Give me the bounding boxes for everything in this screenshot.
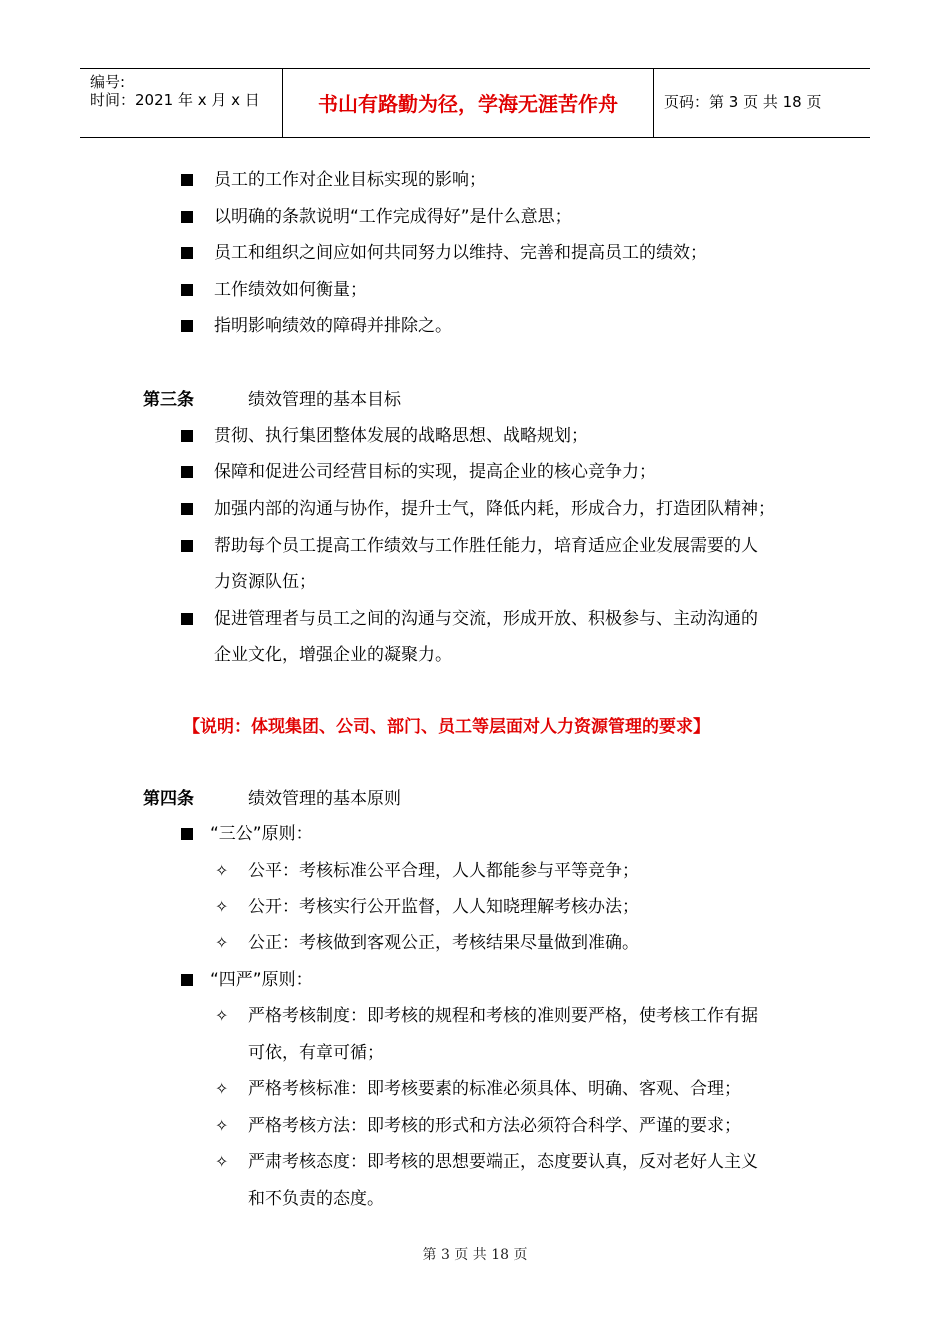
sub-list-item: 严格考核方法：即考核的形式和方法必须符合科学、严谨的要求；	[248, 1116, 741, 1136]
diamond-bullet-icon: ✧	[215, 861, 229, 880]
list-item: 以明确的条款说明“工作完成得好”是什么意思；	[214, 207, 572, 227]
list-item: 员工和组织之间应如何共同努力以维持、完善和提高员工的绩效；	[214, 243, 707, 263]
list-item: 保障和促进公司经营目标的实现，提高企业的核心竞争力；	[214, 462, 656, 482]
list-item: 工作绩效如何衡量；	[214, 280, 367, 300]
sub-list-item: 严格考核制度：即考核的规程和考核的准则要严格，使考核工作有据	[248, 1006, 758, 1026]
diamond-bullet-icon: ✧	[215, 933, 229, 952]
diamond-bullet-icon: ✧	[215, 1116, 229, 1135]
header-meta	[80, 69, 282, 137]
square-bullet-icon	[181, 974, 193, 986]
square-bullet-icon	[181, 613, 193, 625]
principle-label: “四严”原则：	[210, 970, 313, 990]
list-item-continuation: 力资源队伍；	[214, 572, 316, 592]
sub-list-item: 公平：考核标准公平合理，人人都能参与平等竞争；	[248, 861, 639, 881]
square-bullet-icon	[181, 211, 193, 223]
header-motto: 书山有路勤为径，学海无涯苦作舟	[318, 92, 618, 116]
list-item: 帮助每个员工提高工作绩效与工作胜任能力，培育适应企业发展需要的人	[214, 536, 758, 556]
principle-label: “三公”原则：	[210, 824, 313, 844]
header-motto-cell	[282, 69, 654, 137]
diamond-bullet-icon: ✧	[215, 1079, 229, 1098]
square-bullet-icon	[181, 247, 193, 259]
square-bullet-icon	[181, 828, 193, 840]
page-header	[80, 68, 870, 138]
list-item: 贯彻、执行集团整体发展的战略思想、战略规划；	[214, 426, 588, 446]
list-item: 促进管理者与员工之间的沟通与交流，形成开放、积极参与、主动沟通的	[214, 609, 758, 629]
square-bullet-icon	[181, 284, 193, 296]
square-bullet-icon	[181, 430, 193, 442]
list-item: 员工的工作对企业目标实现的影响；	[214, 170, 486, 190]
list-item-continuation: 企业文化，增强企业的凝聚力。	[214, 645, 452, 665]
square-bullet-icon	[181, 174, 193, 186]
square-bullet-icon	[181, 320, 193, 332]
square-bullet-icon	[181, 540, 193, 552]
header-page-info: 页码：第 3 页 共 18 页	[664, 93, 822, 111]
sub-list-item: 公正：考核做到客观公正，考核结果尽量做到准确。	[248, 933, 639, 953]
sub-list-item-continuation: 可依，有章可循；	[248, 1043, 384, 1063]
document-date: 时间：2021 年 x 月 x 日	[90, 91, 260, 109]
diamond-bullet-icon: ✧	[215, 897, 229, 916]
sub-list-item-continuation: 和不负责的态度。	[248, 1189, 384, 1209]
header-page-cell	[654, 69, 870, 137]
sub-list-item: 公开：考核实行公开监督，人人知晓理解考核办法；	[248, 897, 639, 917]
square-bullet-icon	[181, 466, 193, 478]
sub-list-item: 严格考核标准：即考核要素的标准必须具体、明确、客观、合理；	[248, 1079, 741, 1099]
square-bullet-icon	[181, 503, 193, 515]
page-footer: 第 3 页 共 18 页	[422, 1247, 528, 1263]
explanation-note: 【说明：体现集团、公司、部门、员工等层面对人力资源管理的要求】	[183, 717, 710, 737]
article-title: 绩效管理的基本原则	[248, 789, 401, 809]
article-title: 绩效管理的基本目标	[248, 390, 401, 410]
diamond-bullet-icon: ✧	[215, 1152, 229, 1171]
document-number-label: 编号:	[90, 73, 126, 91]
list-item: 加强内部的沟通与协作，提升士气，降低内耗，形成合力，打造团队精神；	[214, 499, 775, 519]
article-number: 第四条	[143, 789, 194, 809]
sub-list-item: 严肃考核态度：即考核的思想要端正，态度要认真，反对老好人主义	[248, 1152, 758, 1172]
article-number: 第三条	[143, 390, 194, 410]
list-item: 指明影响绩效的障碍并排除之。	[214, 316, 452, 336]
diamond-bullet-icon: ✧	[215, 1006, 229, 1025]
